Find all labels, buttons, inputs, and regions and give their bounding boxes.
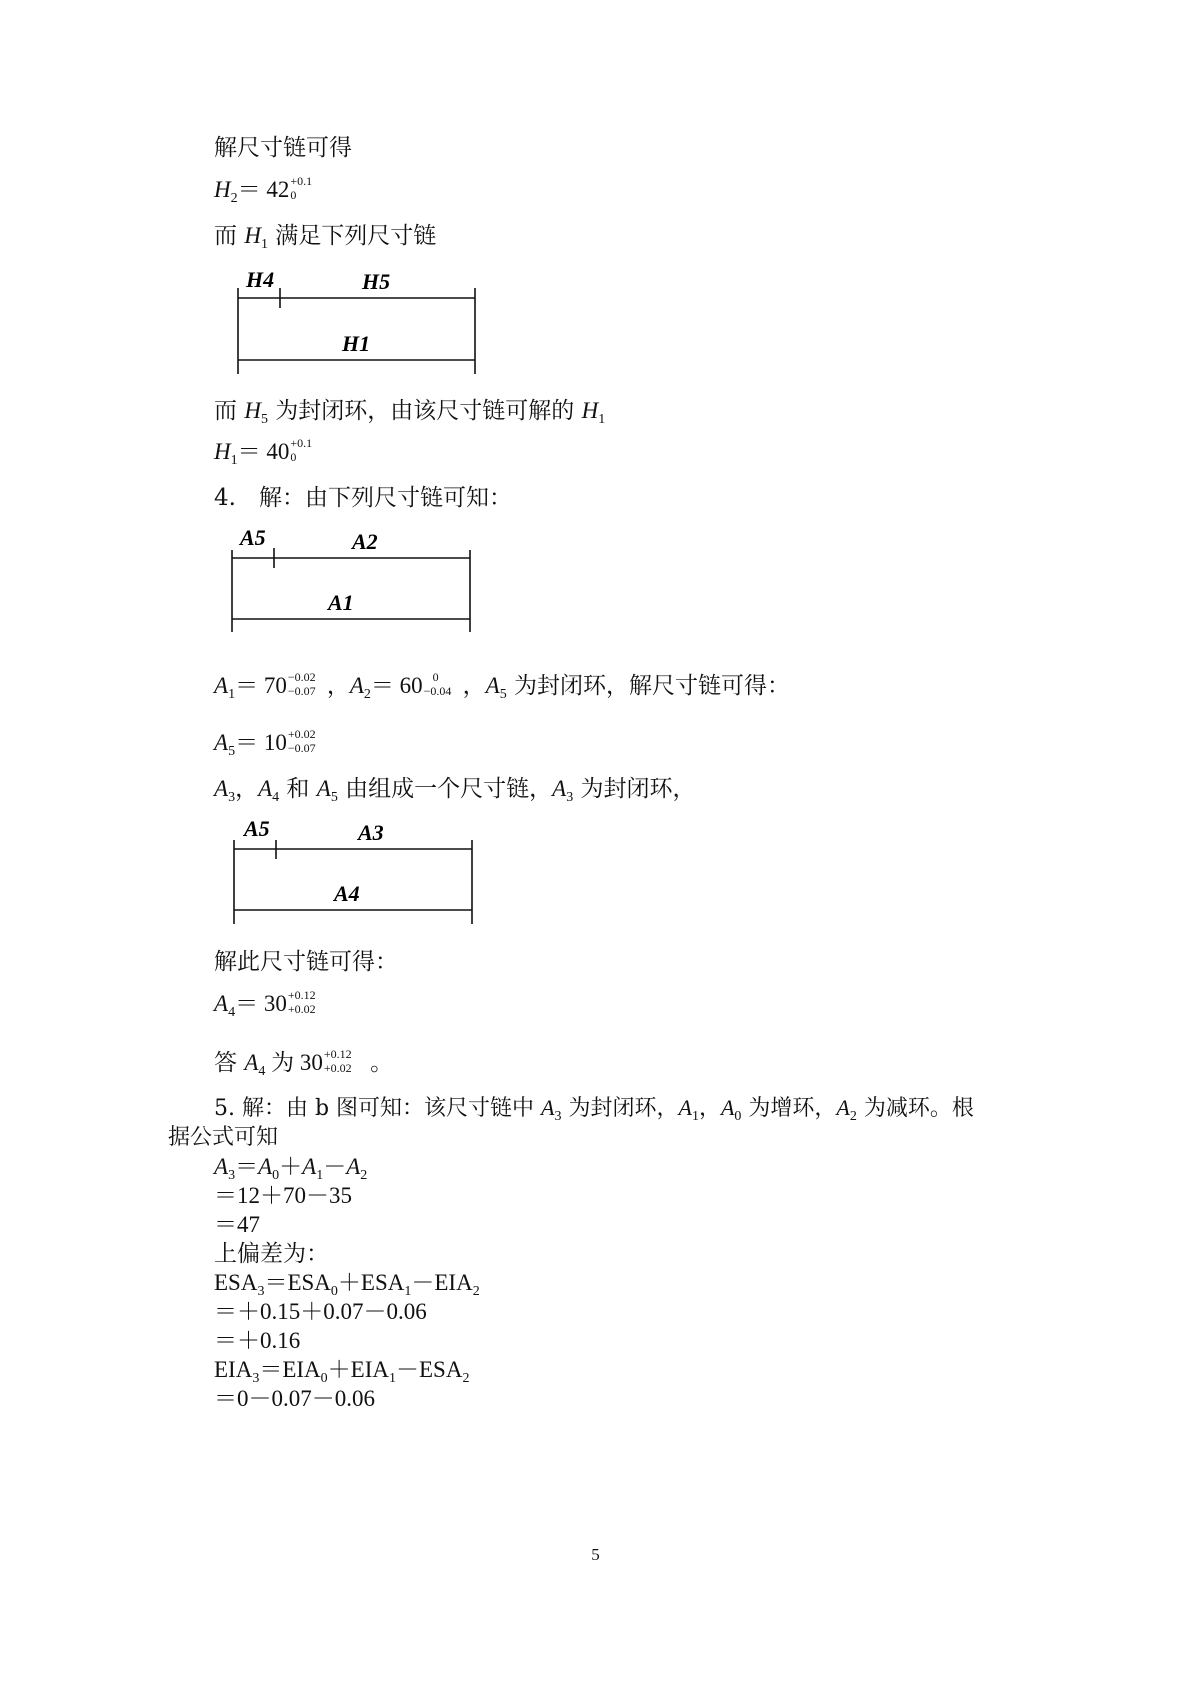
ei-equation: $EIA_3=EIA_0+EIA_1-ESA_2$ xyxy=(214,1357,470,1386)
dimension-chain-diagram-a1 xyxy=(224,526,484,646)
a2-tolerance: 0 −0.04 xyxy=(423,670,452,698)
section5-line1: 5. 解：由 b 图可知：该尺寸链中 $A_3$ 为封闭环，$A_1$，$A_0$ 为增环，$A_2$ 为减环。根 xyxy=(214,1095,974,1124)
h1-intro: 而 $H_1$ 满足下列尺寸链 xyxy=(214,223,437,252)
chain-a3-a4-a5-text: $A_3$，$A_4$ 和 $A_5$ 由组成一个尺寸链，$A_3$ 为封闭环， xyxy=(214,776,696,805)
h5-closed-ring-text: 而 $H_5$ 为封闭环，由该尺寸链可解的 $H_1$ xyxy=(214,398,606,427)
es-calc: ＝＋0.15＋0.07－0.06 xyxy=(214,1299,427,1324)
label-a5-b: A5 xyxy=(244,816,270,841)
label-a5: A5 xyxy=(240,525,266,550)
label-a1: A1 xyxy=(328,590,354,615)
es-equation: $ESA_3=ESA_0+ESA_1-EIA_2$ xyxy=(214,1270,480,1299)
eq-a3: $A_3=A_0+A_1-A_2$ xyxy=(214,1154,368,1183)
h1-result: $H_1= 40$ +0.1 0 xyxy=(214,438,333,475)
h1-tolerance: +0.1 0 xyxy=(290,436,313,464)
dimension-chain-diagram-a4 xyxy=(226,816,486,936)
a4-result: $A_4= 30$ +0.12 +0.02 xyxy=(214,990,331,1027)
page-number: 5 xyxy=(591,1545,600,1564)
solve-chain-text-2: 解此尺寸链可得： xyxy=(214,949,398,975)
es-result: ＝＋0.16 xyxy=(214,1328,301,1353)
section5-line2: 据公式可知 xyxy=(168,1125,279,1150)
eq-result: ＝47 xyxy=(214,1212,260,1237)
upper-deviation-label: 上偏差为： xyxy=(214,1241,329,1267)
a5-result: $A_5= 10$ +0.02 −0.07 xyxy=(214,729,331,766)
eq-calc: ＝12＋70－35 xyxy=(214,1183,352,1208)
ei-calc: ＝0－0.07－0.06 xyxy=(214,1386,375,1411)
solve-chain-text: 解尺寸链可得 xyxy=(214,135,352,161)
label-a4: A4 xyxy=(334,881,360,906)
label-a2: A2 xyxy=(352,529,378,554)
label-h5: H5 xyxy=(362,269,391,294)
dimension-chain-diagram-h xyxy=(230,262,490,382)
label-h4: H4 xyxy=(246,267,275,292)
label-a3: A3 xyxy=(358,820,384,845)
h2-tolerance: +0.1 0 xyxy=(290,174,313,202)
answer-tolerance: +0.12 +0.02 xyxy=(323,1047,352,1075)
a5-tolerance: +0.02 −0.07 xyxy=(287,727,316,755)
a1-a2-values: $A_1= 70$ −0.02 −0.07 ，$A_2= 60$ 0 −0.04 ，$A_5$ 为封闭环，解尺寸链可得： xyxy=(214,670,790,702)
label-h1: H1 xyxy=(342,331,371,356)
answer-a4: 答 $A_4$ 为 30 +0.12 +0.02 。 xyxy=(214,1047,394,1079)
a1-tolerance: −0.02 −0.07 xyxy=(287,670,316,698)
a4-tolerance: +0.12 +0.02 xyxy=(287,988,316,1016)
h2-result: $H_2= 42$ +0.1 0 xyxy=(214,176,333,213)
section4-heading: 4. 解：由下列尺寸链可知： xyxy=(214,485,512,511)
